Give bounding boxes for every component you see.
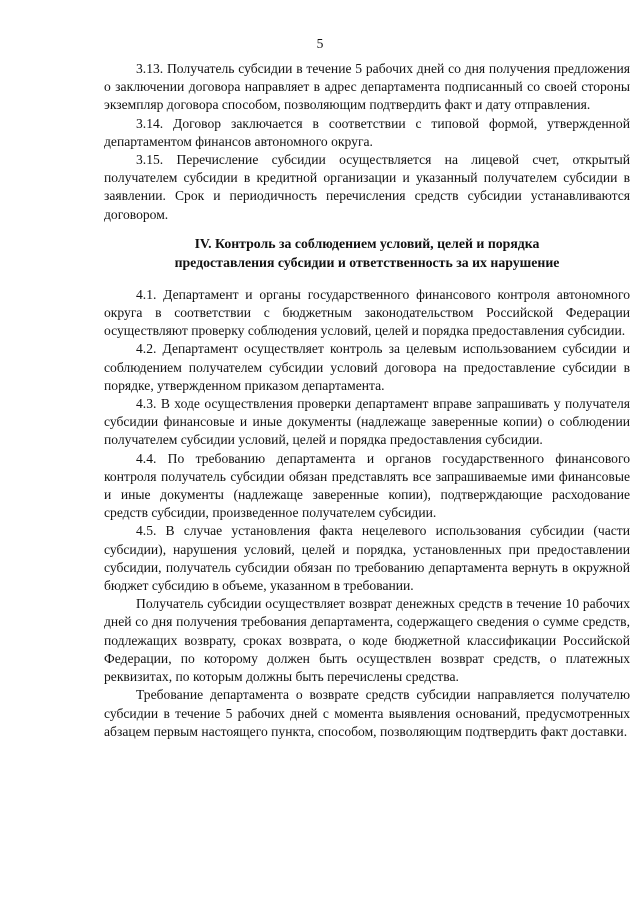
section-heading — [104, 234, 630, 272]
document-body — [104, 60, 630, 741]
paragraph-4-4: 4.4. По требованию департамента и органов государственного финансового контроля получатель субсидии обязан представлять все запрашиваемые ими финансовые и иные документы (надлежаще заверенные копии), подтверждающие расходование средств субсидии, произведенное получателем субсидии. — [104, 450, 630, 521]
section-heading-line-1: IV. Контроль за соблюдением условий, целей и порядка — [194, 235, 540, 251]
paragraph-3-14: 3.14. Договор заключается в соответствии с типовой формой, утвержденной департаментом финансов автономного округа. — [104, 115, 630, 149]
paragraph-4-2: 4.2. Департамент осуществляет контроль за целевым использованием субсидии и соблюдением получателем субсидии условий договора на предоставление субсидии в порядке, утвержденном приказом департамента. — [104, 341, 630, 393]
paragraph-4-5: 4.5. В случае установления факта нецелевого использования субсидии (части субсидии), нарушения условий, целей и порядка, установленных при предоставлении субсидии, получатель субсидии обязан по требованию департамента вернуть в окружной бюджет субсидию в объеме, указанном в требовании. — [104, 523, 630, 594]
paragraph-3-15: 3.15. Перечисление субсидии осуществляется на лицевой счет, открытый получателем субсидии в кредитной организации и указанный получателем субсидии в заявлении. Срок и периодичность перечисления средств субсидии устанавливаются договором. — [104, 152, 630, 222]
section-heading-line-2: предоставления субсидии и ответственность за их нарушение — [174, 254, 560, 270]
page-number: 5 — [316, 36, 324, 51]
paragraph-refund-terms: Получатель субсидии осуществляет возврат денежных средств в течение 10 рабочих дней со дня получения требования департамента, содержащего сведения о сумме средств, подлежащих возврату, сроках возврата, о коде бюджетной классификации Российской Федерации, по которому должен быть осуществлен возврат средств, о платежных реквизитах, по которым должны быть перечислены средства. — [104, 596, 630, 685]
paragraph-3-13: 3.13. Получатель субсидии в течение 5 рабочих дней со дня получения предложения о заключении договора направляет в адрес департамента подписанный со своей стороны экземпляр договора способом, позволяющим подтвердить факт и дату отправления. — [104, 61, 630, 113]
paragraph-4-1: 4.1. Департамент и органы государственного финансового контроля автономного округа в соответствии с бюджетным законодательством Российской Федерации осуществляют проверку соблюдения условий, целей и порядка предоставления субсидии. — [104, 286, 630, 339]
paragraph-4-3: 4.3. В ходе осуществления проверки департамент вправе запрашивать у получателя субсидии финансовые и иные документы (надлежаще заверенные копии) о соблюдении получателем субсидии условий, целей и порядка предоставления субсидии. — [104, 396, 630, 448]
paragraph-refund-request: Требование департамента о возврате средств субсидии направляется получателю субсидии в течение 5 рабочих дней с момента выявления оснований, предусмотренных абзацем первым настоящего пункта, способом, позволяющим подтвердить факт доставки. — [104, 687, 630, 739]
